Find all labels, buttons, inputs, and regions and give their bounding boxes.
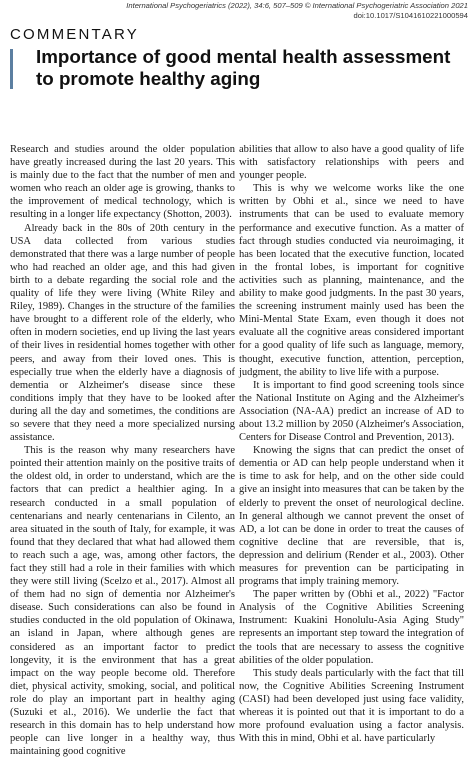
journal-citation: International Psychogeriatrics (2022), 34:6, 507–509 © International Psychogeriatric Association 2021 — [126, 1, 468, 10]
right-column — [239, 143, 464, 745]
left-column — [10, 143, 235, 758]
paragraph: This study deals particularly with the fact that till now, the Cognitive Abilities Screening Instrument (CASI) had been developed just using face validity, whereas it is pointed out that it is important to do a more profound evaluation using a factor analysis. With this in mind, Obhi et al. have particularly — [239, 667, 464, 745]
paragraph: This is why we welcome works like the one written by Obhi et al., since we need to have instruments that can be used to evaluate memory performance and executive function. As a matter of fact through studies conducted via neuroimaging, it has been located that the executive function, located in the frontal lobes, is important for cognitive activities such as planning, maintenance, and the ability to make good judgments. In the past 30 years, the screening instrument mainly used has been the Mini-Mental State Exam, even though it does not evaluate all the cognitive areas considered important for a good quality of life such as language, memory, thought, executive function, attention, perception, judgment, the ability to live life with a purpose. — [239, 183, 464, 378]
doi-link[interactable]: doi:10.1017/S1041610221000594 — [353, 11, 468, 20]
paragraph: Research and studies around the older population have greatly increased during the last 20 years. This is mainly due to the fact that the number of men and women who reach an older age is growing, thanks to the improvement of medical technology, which is resulting in a longer life expectancy (Shotton, 2003). — [10, 144, 235, 221]
paragraph: It is important to find good screening tools since the National Institute on Aging and the Alzheimer's Association (NA-AA) predict an increase of AD to about 13.2 million by 2050 (Alzheimer's Association, Centers for Disease Control and Prevention, 2013). — [239, 379, 464, 444]
paragraph: The paper written by (Obhi et al., 2022) "Factor Analysis of the Cognitive Abilities Screening Instrument: Kuakini Honolulu-Asia Aging Study" represents an important step toward the integration of the tools that are necessary to assess the cognitive abilities of the older population. — [239, 589, 464, 666]
paragraph: abilities that allow to also have a good quality of life with satisfactory relationships with peers and younger people. — [239, 144, 464, 182]
journal-header — [126, 1, 468, 21]
title-accent-bar — [10, 49, 13, 89]
article-title: Importance of good mental health assessment to promote healthy aging — [36, 46, 451, 89]
paragraph: Knowing the signs that can predict the onset of dementia or AD can help people understand when it is time to ask for help, and on the other side could give an insight into measures that can be taken by the elderly to prevent the onset of neurological decline. In general although we cannot prevent the onset of AD, a lot can be done in order to treat the causes of cognitive decline that are reversible, that is, depression and delirium (Render et al., 2003). Other measures for prevention can be participating in programs that imply training memory. — [239, 445, 464, 588]
paragraph: Already back in the 80s of 20th century in the USA data collected from various studies demonstrated that there was a large number of people who had reached an older age, and this had given birth to a debate regarding the social role and the quality of life they were living (White Riley and Riley, 1989). Changes in the structure of the families have brought to a different role of the elderly, who often in modern societies, end up living the last years of their lives in residential homes together with other peers, and away from their loved ones. This is especially true when the elderly have a diagnosis of dementia or Alzheimer's disease since these conditions imply that they have to be looked after during all the day and sometimes, the conditions are so severe that they need a more specialized nursing assistance. — [10, 222, 235, 444]
paragraph: This is the reason why many researchers have pointed their attention mainly on the positive traits of the oldest old, in order to understand, which are the factors that can predict a healthier aging. In a research conducted in a small population of centenarians and nearly centenarians in Cilento, an area situated in the south of Italy, for example, it was found that they declared that what had allowed them to reach such a age, was, among other factors, the fact they still had a role in their families with which they were still living (Scelzo et al., 2017). Almost all of them had no sign of dementia nor Alzheimer's disease. Such considerations can also be found in studies conducted in the old population of Okinawa, an island in Japan, where although genes are considered as an important factor to predict longevity, it is the environment that has a great impact on the way people become old. Therefore diet, physical activity, smoking, social, and political role do play an important part in healthy aging (Suzuki et al., 2016). We underlie the fact that research in this domain has to help understand how people can live longer in a healthy way, thus maintaining good cognitive — [10, 445, 235, 758]
section-label: COMMENTARY — [10, 26, 139, 43]
